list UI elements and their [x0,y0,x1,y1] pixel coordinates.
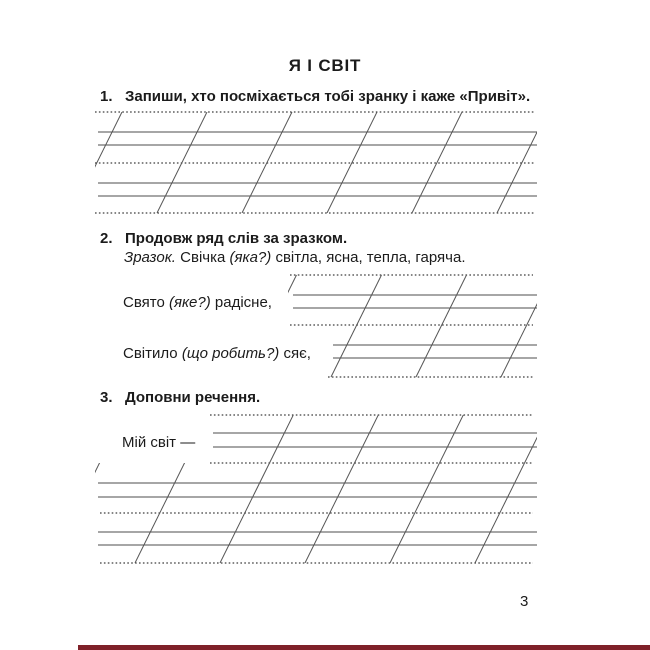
slant-guide-line [157,112,207,213]
slant-guide-line [0,112,37,213]
text-run: Світило [123,345,182,362]
slant-guide-line [72,112,122,213]
text-run: сяє, [283,345,311,362]
slant-guide-line [475,415,548,563]
text-run: світла, ясна, тепла, гаряча. [275,249,466,266]
task3-number: 3. [100,389,113,406]
text-run: Свято [123,294,169,311]
text-run: Свічка [180,249,230,266]
slant-guide-line [220,415,293,563]
task1-instruction: Запиши, хто посміхається тобі зранку і каже «Привіт». [125,88,531,105]
text-run: (яка?) [229,249,276,266]
slant-guide-line [390,415,463,563]
task2-instruction: Продовж ряд слів за зразком. [125,230,348,247]
task3-prompt: Мій світ — [122,434,196,451]
example-sentence [124,250,466,266]
page-number: 3 [520,593,529,610]
text-run: Зразок. [124,249,181,266]
task3-heading [100,390,260,406]
slant-guide-line [242,112,292,213]
slant-guide-line [560,415,633,563]
page-title: Я І СВІТ [288,56,362,75]
text-run: (яке?) [168,294,215,311]
slant-guide-line [331,275,381,377]
task1-number: 1. [100,88,113,105]
task1-heading [100,89,530,105]
task2-heading [100,231,347,247]
slant-guide-line [50,415,123,563]
task3-instruction: Доповни речення. [125,389,261,406]
slant-guide-line [501,275,551,377]
text-run: (що робить?) [181,345,284,362]
slant-guide-line [416,275,466,377]
slant-guide-line [305,415,378,563]
slant-guide-line [586,275,636,377]
task2-number: 2. [100,230,113,247]
word-row-svitylo [123,346,311,362]
footer-accent-bar [78,645,650,650]
slant-guide-line [497,112,547,213]
word-row-sviato [123,295,272,311]
text-run: радісне, [214,294,272,311]
writing-grid-block [0,112,547,213]
